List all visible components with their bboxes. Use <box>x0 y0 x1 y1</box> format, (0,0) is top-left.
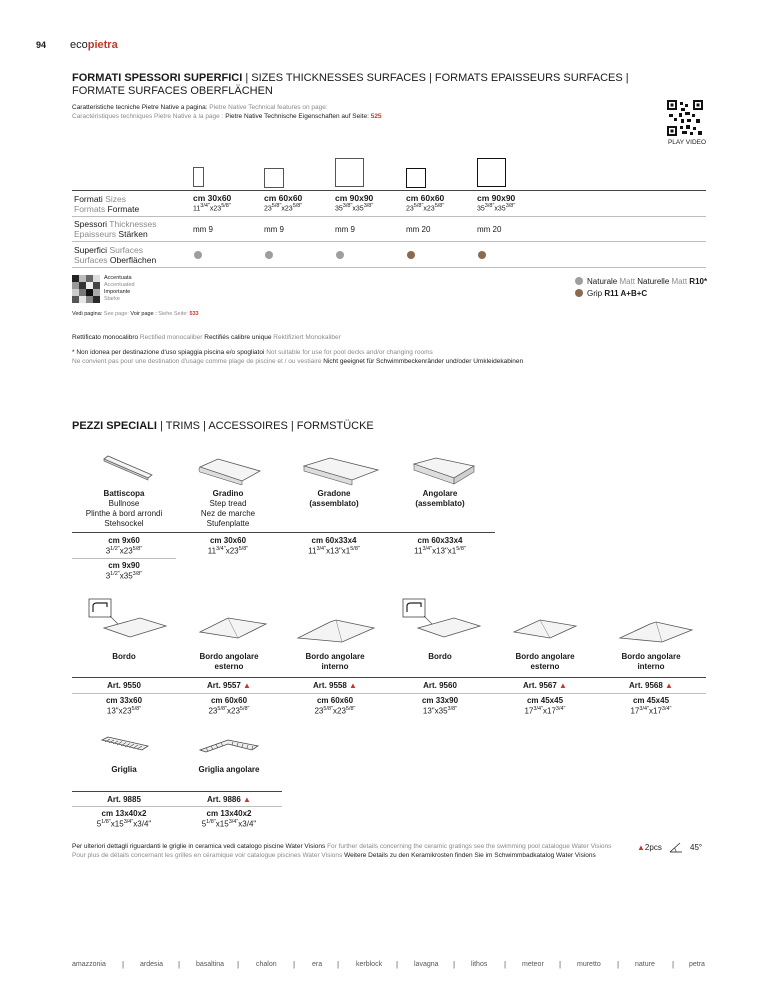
art-9560: Art. 9560 <box>423 681 457 690</box>
footer-link-ardesia[interactable]: ardesia <box>140 961 163 968</box>
footer-link-nature[interactable]: nature <box>635 961 655 968</box>
bullnose-image <box>102 455 154 486</box>
footer-link-kerblock[interactable]: kerblock <box>356 961 383 968</box>
size-col-4: cm 60x60 $23^{5/8"}x23^{5/8"}$ <box>406 193 445 213</box>
divider <box>72 241 706 242</box>
footer-separator: | <box>672 960 675 969</box>
angle-label: 45° <box>690 843 703 852</box>
divider <box>72 693 706 694</box>
format-shape-60x60-thick <box>406 168 426 188</box>
step-tread-size: cm 30x60 $11^{3/4"}x23^{5/8"}$ <box>207 536 249 556</box>
trim-griglia-name: Griglia <box>111 765 137 774</box>
size-9886: cm 13x40x2 $5^{1/8"}x15^{3/4"}x3/4$" <box>201 809 257 829</box>
footer-separator: | <box>396 960 399 969</box>
angolare-size: cm 60x33x4 $11^{3/4"}x13"x1^{5/8"}$ <box>414 536 466 556</box>
art-9885: Art. 9885 <box>107 795 141 804</box>
footer-separator: | <box>178 960 181 969</box>
trim-bordo-ang-est-2-name: Bordo angolare esterno <box>515 652 575 671</box>
size-9557: cm 60x60 $23^{5/8"}x23^{5/8"}$ <box>208 696 250 716</box>
footer-link-basaltina[interactable]: basaltina <box>196 961 225 968</box>
divider <box>72 791 282 792</box>
size-9567: cm 45x45 $17^{3/4"}x17^{3/4"}$ <box>524 696 566 716</box>
gradone-size: cm 60x33x4 $11^{3/4"}x13"x1^{5/8"}$ <box>308 536 360 556</box>
angle-45-icon <box>668 841 684 859</box>
trims-title: PEZZI SPECIALI | TRIMS | ACCESSOIRES | FORMSTÜCKE <box>72 420 374 432</box>
gratings-note: Per ulteriori dettagli riguardanti le griglie in ceramica vedi catalogo piscine Water Visions For further details concerning the ceramic gratings see the swimming pool catalogue Water Visions Pour plus de détails concernant les grilles en céramique voir catalogue piscines Water Visions Weitere Details zu den Keramikrosten finden Sie im Schwimmbadkatalog Water Visions <box>72 843 612 859</box>
format-shape-60x60-thin <box>264 168 284 188</box>
divider <box>72 532 495 533</box>
bullnose-size-2: cm 9x90 $3^{1/2"}x35^{3/8"}$ <box>105 561 143 581</box>
legend-natural: Naturale Matt Naturelle Matt R10* <box>587 277 708 286</box>
footer-separator: | <box>559 960 562 969</box>
legend-dot-grip <box>575 289 583 297</box>
bordo-angolare-esterno-image-2 <box>512 616 578 645</box>
thickness-col-5: mm 20 <box>477 225 502 234</box>
size-col-3: cm 90x90 $35^{3/8"}x35^{3/8"}$ <box>335 193 374 213</box>
format-shape-30x60 <box>193 167 204 187</box>
angolare-image <box>410 456 476 491</box>
usage-note: * Non idonea per destinazione d'uso spiaggia piscina e/o spogliatoi Not suitable for use for pool decks and/or changing rooms Ne convient pas pour une destination d'usage comme plage de piscine et / ou vestiaire Nicht geeignet für Schwimmbeckenränder und/oder Umkleidekabinen <box>72 349 524 365</box>
play-video-label[interactable]: PLAY VIDEO <box>667 139 707 146</box>
two-pieces-triangle-icon: ▲ <box>243 681 251 690</box>
size-col-1: cm 30x60 $11^{3/4"}x23^{5/8"}$ <box>193 193 232 213</box>
shade-variation-icon <box>72 275 100 303</box>
art-9558: Art. 9558 ▲ <box>313 681 357 690</box>
divider <box>72 558 176 559</box>
two-pieces-triangle-icon: ▲ <box>665 681 673 690</box>
surface-dot-natural <box>194 251 202 259</box>
trim-angolare: Angolare (assemblato) <box>415 489 465 508</box>
art-9886: Art. 9886 ▲ <box>207 795 251 804</box>
footer-separator: | <box>617 960 620 969</box>
format-shape-90x90-thin <box>335 158 364 187</box>
footer-link-meteor[interactable]: meteor <box>522 961 544 968</box>
surface-dot-natural <box>336 251 344 259</box>
pcs-legend: ▲2pcs <box>637 843 662 852</box>
footer-separator: | <box>453 960 456 969</box>
thickness-col-1: mm 9 <box>193 225 213 234</box>
footer-link-chalon[interactable]: chalon <box>256 961 277 968</box>
bordo-image <box>88 598 168 645</box>
see-page-note: Vedi pagina: See page: Voir page : Siehe Seite: 533 <box>72 311 199 317</box>
art-9568: Art. 9568 ▲ <box>629 681 673 690</box>
thickness-col-4: mm 20 <box>406 225 431 234</box>
two-pieces-triangle-icon: ▲ <box>637 843 645 852</box>
bullnose-size-1: cm 9x60 $3^{1/2"}x23^{5/8"}$ <box>105 536 143 556</box>
trim-gradone: Gradone (assemblato) <box>309 489 359 508</box>
trim-bordo-2-name: Bordo <box>428 652 452 661</box>
grating-corner-image <box>198 738 260 759</box>
legend-dot-natural <box>575 277 583 285</box>
divider <box>72 806 282 807</box>
art-9557: Art. 9557 ▲ <box>207 681 251 690</box>
trim-bullnose: Battiscopa Bullnose Plinthe à bord arrondi Stehsockel <box>85 489 163 528</box>
surface-dot-grip <box>407 251 415 259</box>
qr-code-icon[interactable] <box>667 100 703 136</box>
footer-link-era[interactable]: era <box>312 961 323 968</box>
footer-separator: | <box>504 960 507 969</box>
size-9568: cm 45x45 $17^{3/4"}x17^{3/4"}$ <box>630 696 672 716</box>
bordo-angolare-interno-image-2 <box>618 618 694 649</box>
footer-separator: | <box>237 960 240 969</box>
footer-separator: | <box>337 960 340 969</box>
gradone-image <box>300 456 380 491</box>
size-col-2: cm 60x60 $23^{5/8"}x23^{5/8"}$ <box>264 193 303 213</box>
bordo-angolare-interno-image <box>296 616 376 649</box>
formats-title: FORMATI SPESSORI SUPERFICI | SIZES THICKNESSES SURFACES | FORMATS EPAISSEURS SURFACES | FORMATE SURFACES OBERFLÄCHEN <box>72 72 629 97</box>
grating-image <box>100 736 150 757</box>
size-9560: cm 33x90 $13"x35^{3/8"}$ <box>421 696 459 716</box>
size-9558: cm 60x60 $23^{5/8"}x23^{5/8"}$ <box>314 696 356 716</box>
footer-link-amazzonia[interactable]: amazzonia <box>72 961 106 968</box>
tech-features-note: Caratteristiche tecniche Pietre Native a pagina: Pietre Native Technical features on page: Caractéristiques techniques Pietre Native à la page : Pietre Native Technische Eigenschaften auf Seite: 525 <box>72 104 382 120</box>
surface-dot-natural <box>265 251 273 259</box>
size-col-5: cm 90x90 $35^{3/8"}x35^{3/8"}$ <box>477 193 516 213</box>
row-label-sizes: Formati Sizes Formats Formate <box>74 194 140 214</box>
trim-bordo-ang-est-name: Bordo angolare esterno <box>199 652 259 671</box>
footer-separator: | <box>293 960 296 969</box>
row-label-surfaces: Superfici Surfaces Surfaces Oberflächen <box>74 245 157 265</box>
size-9550: cm 33x60 $13"x23^{5/8"}$ <box>105 696 143 716</box>
divider <box>72 216 706 217</box>
size-9885: cm 13x40x2 $5^{1/8"}x15^{3/4"}x3/4$" <box>96 809 152 829</box>
legend-grip: Grip R11 A+B+C <box>587 289 648 298</box>
art-9550: Art. 9550 <box>107 681 141 690</box>
bordo-image-2 <box>402 598 482 645</box>
format-shape-90x90-thick <box>477 158 506 187</box>
trim-bordo-ang-int-2-name: Bordo angolare interno <box>621 652 681 671</box>
two-pieces-triangle-icon: ▲ <box>349 681 357 690</box>
trim-step-tread: Gradino Step tread Nez de marche Stufenplatte <box>200 489 256 528</box>
footer-separator: | <box>122 960 125 969</box>
two-pieces-triangle-icon: ▲ <box>559 681 567 690</box>
footer-link-petra[interactable]: petra <box>689 961 705 968</box>
brand-logo: ecopietra <box>70 39 118 51</box>
surface-dot-grip <box>478 251 486 259</box>
variation-label: Accentuata Accentuated Importante Starke <box>104 275 135 302</box>
page-number: 94 <box>36 40 47 50</box>
footer-link-muretto[interactable]: muretto <box>577 961 601 968</box>
row-label-thickness: Spessori Thicknesses Epaisseurs Stärken <box>74 219 157 239</box>
divider <box>72 267 706 268</box>
footer-link-lithos[interactable]: lithos <box>471 961 488 968</box>
footer-link-lavagna[interactable]: lavagna <box>414 961 439 968</box>
two-pieces-triangle-icon: ▲ <box>243 795 251 804</box>
step-tread-image <box>196 457 262 490</box>
trim-bordo-ang-int-name: Bordo angolare interno <box>305 652 365 671</box>
rectified-note: Rettificato monocalibro Rectified monocaliber Rectifiés calibre unique Rektifiziert Monokaliber <box>72 334 341 341</box>
trim-griglia-ang-name: Griglia angolare <box>198 765 260 774</box>
bordo-angolare-esterno-image <box>198 614 268 645</box>
divider <box>72 677 706 678</box>
art-9567: Art. 9567 ▲ <box>523 681 567 690</box>
thickness-col-2: mm 9 <box>264 225 284 234</box>
divider <box>72 190 706 191</box>
thickness-col-3: mm 9 <box>335 225 355 234</box>
trim-bordo-name: Bordo <box>112 652 136 661</box>
